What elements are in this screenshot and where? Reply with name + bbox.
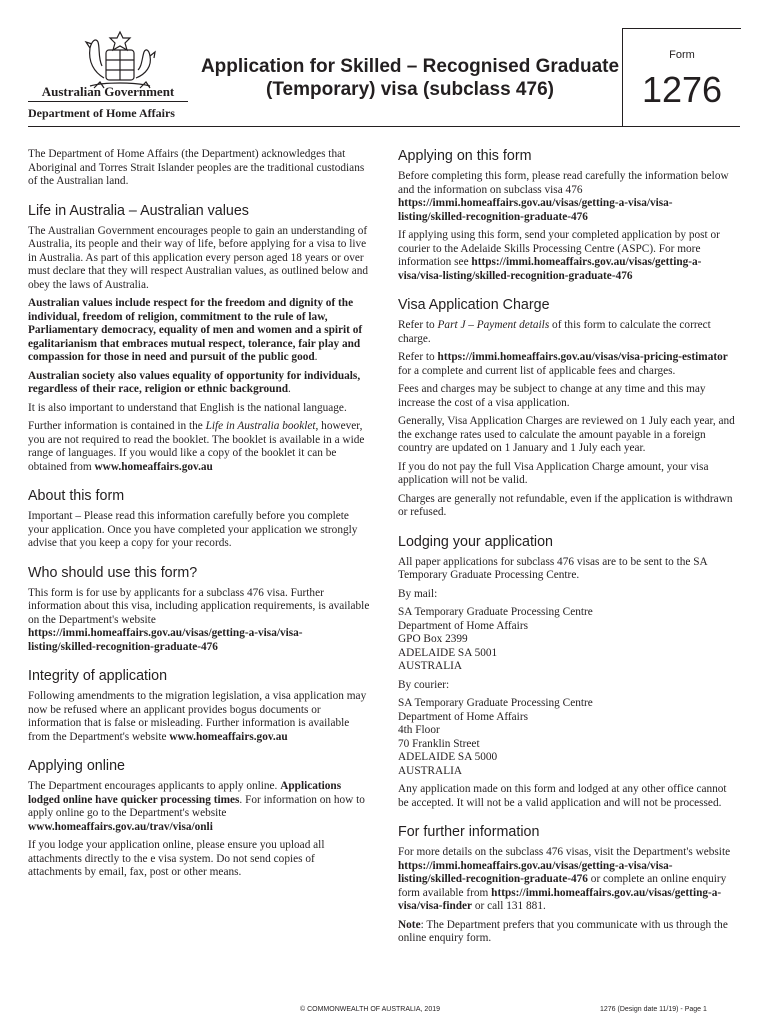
title-line-2: (Temporary) visa (subclass 476)	[266, 79, 554, 100]
integrity-paragraph	[28, 690, 370, 744]
applying-online-heading: Applying online	[28, 758, 125, 774]
booklet-text-1: Further information is contained in the	[28, 420, 206, 432]
visa-476-link[interactable]: https://immi.homeaffairs.gov.au/visas/getting-a-visa/visa-listing/skilled-recognition-graduate-476	[28, 627, 303, 653]
online-paragraph	[28, 780, 370, 834]
logo-divider	[28, 101, 188, 102]
online-upload-paragraph: If you lodge your application online, please ensure you upload all attachments directly to the e visa system. Do not send copies of attachments by email, fax, post or other means.	[28, 839, 325, 878]
charge-paragraph-6: Charges are generally not refundable, even if the application is withdrawn or refused.	[398, 492, 733, 518]
charge-paragraph-3: Fees and charges may be subject to change at any time and this may increase the cost of a visa application.	[398, 383, 706, 409]
address-line: SA Temporary Graduate Processing Centre	[398, 606, 593, 618]
applying-link-2[interactable]: https://immi.homeaffairs.gov.au/visas/getting-a-visa/visa-listing/skilled-recognition-graduate-476	[398, 256, 702, 282]
online-bold-text: Applications lodged online have quicker processing times	[28, 780, 342, 806]
right-column	[398, 148, 740, 951]
pricing-estimator-link[interactable]: https://immi.homeaffairs.gov.au/visas/visa-pricing-estimator	[437, 351, 728, 363]
booklet-paragraph	[28, 420, 370, 474]
note-paragraph	[398, 919, 740, 946]
charge-paragraph-4: Generally, Visa Application Charges are reviewed on 1 July each year, and the exchange rates used to calculate the amount payable in a foreign country are updated on 1 January and 1 July each year.	[398, 415, 735, 454]
lodging-heading: Lodging your application	[398, 533, 553, 550]
charge-text-2b: for a complete and current list of applicable fees and charges.	[398, 364, 676, 377]
address-line: ADELAIDE SA 5001	[398, 646, 498, 659]
applying-paragraph-1	[398, 170, 740, 224]
by-mail-label: By mail:	[398, 587, 438, 600]
integrity-text: Following amendments to the migration legislation, a visa application may now be refused where an applicant provides bogus documents or information that is false or misleading. Further information is available from the Department's website	[28, 690, 367, 743]
address-line: AUSTRALIA	[398, 764, 463, 777]
homeaffairs-link[interactable]: www.homeaffairs.gov.au	[94, 460, 213, 473]
form-number-box	[622, 28, 741, 127]
applying-text-1: Before completing this form, please read carefully the information below and the information on subclass visa 476	[398, 170, 729, 196]
applying-link-1[interactable]: https://immi.homeaffairs.gov.au/visas/getting-a-visa/visa-listing/skilled-recognition-graduate-476	[398, 197, 673, 223]
by-courier-label: By courier:	[398, 678, 450, 691]
values-paragraph	[28, 297, 370, 365]
integrity-homeaffairs-link[interactable]: www.homeaffairs.gov.au	[169, 730, 288, 743]
form-label: Form	[669, 49, 695, 61]
charge-paragraph-5: If you do not pay the full Visa Application Charge amount, your visa application will not be valid.	[398, 460, 709, 486]
equality-end: .	[288, 383, 291, 395]
charge-paragraph-1	[398, 319, 740, 346]
online-visa-link[interactable]: www.homeaffairs.gov.au/trav/visa/onli	[28, 820, 213, 833]
department-name: Department of Home Affairs	[28, 106, 175, 120]
further-info-heading: For further information	[398, 824, 540, 840]
note-label: Note	[398, 918, 421, 931]
who-text: This form is for use by applicants for a subclass 476 visa. Further information about this visa, including application requirements, is available on the Department's website	[28, 586, 370, 626]
left-column	[28, 148, 370, 885]
courier-address	[398, 697, 740, 778]
equality-bold-text: Australian society also values equality of opportunity for individuals, regardless of their race, religion or ethnic background	[28, 369, 361, 395]
mail-address	[398, 606, 740, 674]
who-should-use-heading: Who should use this form?	[28, 564, 198, 581]
note-text: : The Department prefers that you communicate with us through the online enquiry form.	[398, 918, 728, 944]
address-line: Department of Home Affairs	[398, 619, 528, 632]
further-link-1[interactable]: https://immi.homeaffairs.gov.au/visas/getting-a-visa/visa-listing/skilled-recognition-graduate-476	[398, 859, 673, 885]
further-text-3: or call 131 881.	[472, 900, 546, 912]
charge-text-1b: of this form to calculate the correct charge.	[398, 319, 711, 345]
who-should-use-paragraph	[28, 587, 370, 655]
address-line: AUSTRALIA	[398, 660, 463, 672]
booklet-text-2: , however, you are not required to read the booklet. The booklet is available in a wide range of languages. If you would like a copy of the booklet it can be obtained from	[28, 420, 365, 473]
life-in-australia-heading: Life in Australia – Australian values	[28, 202, 249, 219]
page-info-footer: 1276 (Design date 11/19) - Page 1	[600, 1006, 707, 1013]
copyright-footer: © COMMONWEALTH OF AUSTRALIA, 2019	[300, 1006, 440, 1013]
form-number: 1276	[641, 69, 723, 110]
online-text-1: The Department encourages applicants to apply online.	[28, 780, 281, 792]
charge-text-2a: Refer to	[398, 351, 438, 363]
about-form-paragraph: Important – Please read this information carefully before you complete your application. Once you have completed your application we strongly advise that you keep a copy for your records.	[28, 510, 358, 549]
page-title	[200, 55, 620, 101]
further-text-1: For more details on the subclass 476 visas, visit the Department's website	[398, 846, 731, 858]
integrity-heading: Integrity of application	[28, 668, 168, 684]
applying-paragraph-2	[398, 229, 740, 283]
acknowledgement-text: The Department of Home Affairs (the Department) acknowledges that Aboriginal and Torres Strait Islander peoples are the traditional custodians of the Australian land.	[28, 148, 365, 187]
equality-paragraph	[28, 370, 370, 397]
address-line: ADELAIDE SA 5000	[398, 751, 498, 763]
lodging-paragraph-2: Any application made on this form and lodged at any other office cannot be accepted. It will not be a valid application and will not be processed.	[398, 783, 727, 809]
payment-details-ref: Part J – Payment details	[437, 319, 550, 331]
title-line-1: Application for Skilled – Recognised Graduate	[200, 56, 620, 77]
address-line: 70 Franklin Street	[398, 737, 480, 750]
visa-finder-link[interactable]: https://immi.homeaffairs.gov.au/visas/getting-a-visa/visa-finder	[398, 886, 722, 912]
charge-paragraph-2	[398, 351, 740, 378]
applying-text-2: If applying using this form, send your completed application by post or courier to the Adelaide Skills Processing Centre (ASPC). For more information see	[398, 229, 720, 268]
booklet-title: Life in Australia booklet	[205, 420, 316, 432]
further-info-paragraph	[398, 846, 740, 914]
applying-on-form-heading: Applying on this form	[398, 148, 532, 164]
government-name: Australian Government	[41, 84, 175, 99]
further-text-2: or complete an online enquiry form available from	[398, 873, 727, 899]
charge-text-1a: Refer to	[398, 319, 438, 331]
life-paragraph: The Australian Government encourages people to gain an understanding of Australia, its people and their way of life, before applying for a visa to live in Australia. As part of this application every person aged 18 years or over must declare that they will respect Australian values, as outlined below and obey the laws of Australia.	[28, 224, 369, 291]
visa-charge-heading: Visa Application Charge	[398, 297, 550, 313]
online-text-2: . For information on how to apply online go to the Department's website	[28, 793, 365, 819]
address-line: GPO Box 2399	[398, 633, 468, 645]
about-form-heading: About this form	[28, 488, 125, 504]
address-line: SA Temporary Graduate Processing Centre	[398, 697, 593, 709]
address-line: Department of Home Affairs	[398, 710, 528, 723]
values-end: .	[314, 351, 318, 363]
lodging-paragraph-1: All paper applications for subclass 476 visas are to be sent to the SA Temporary Graduate Processing Centre.	[398, 555, 708, 581]
header-divider	[28, 126, 740, 127]
address-line: 4th Floor	[398, 724, 440, 736]
values-bold-text: Australian values include respect for the freedom and dignity of the individual, freedom of religion, commitment to the rule of law, Parliamentary democracy, equality of men and women and a spirit of egalitarianism that embraces mutual respect, tolerance, fair play and compassion for those in need and pursuit of the public good	[28, 297, 363, 363]
english-paragraph: It is also important to understand that English is the national language.	[28, 401, 347, 414]
